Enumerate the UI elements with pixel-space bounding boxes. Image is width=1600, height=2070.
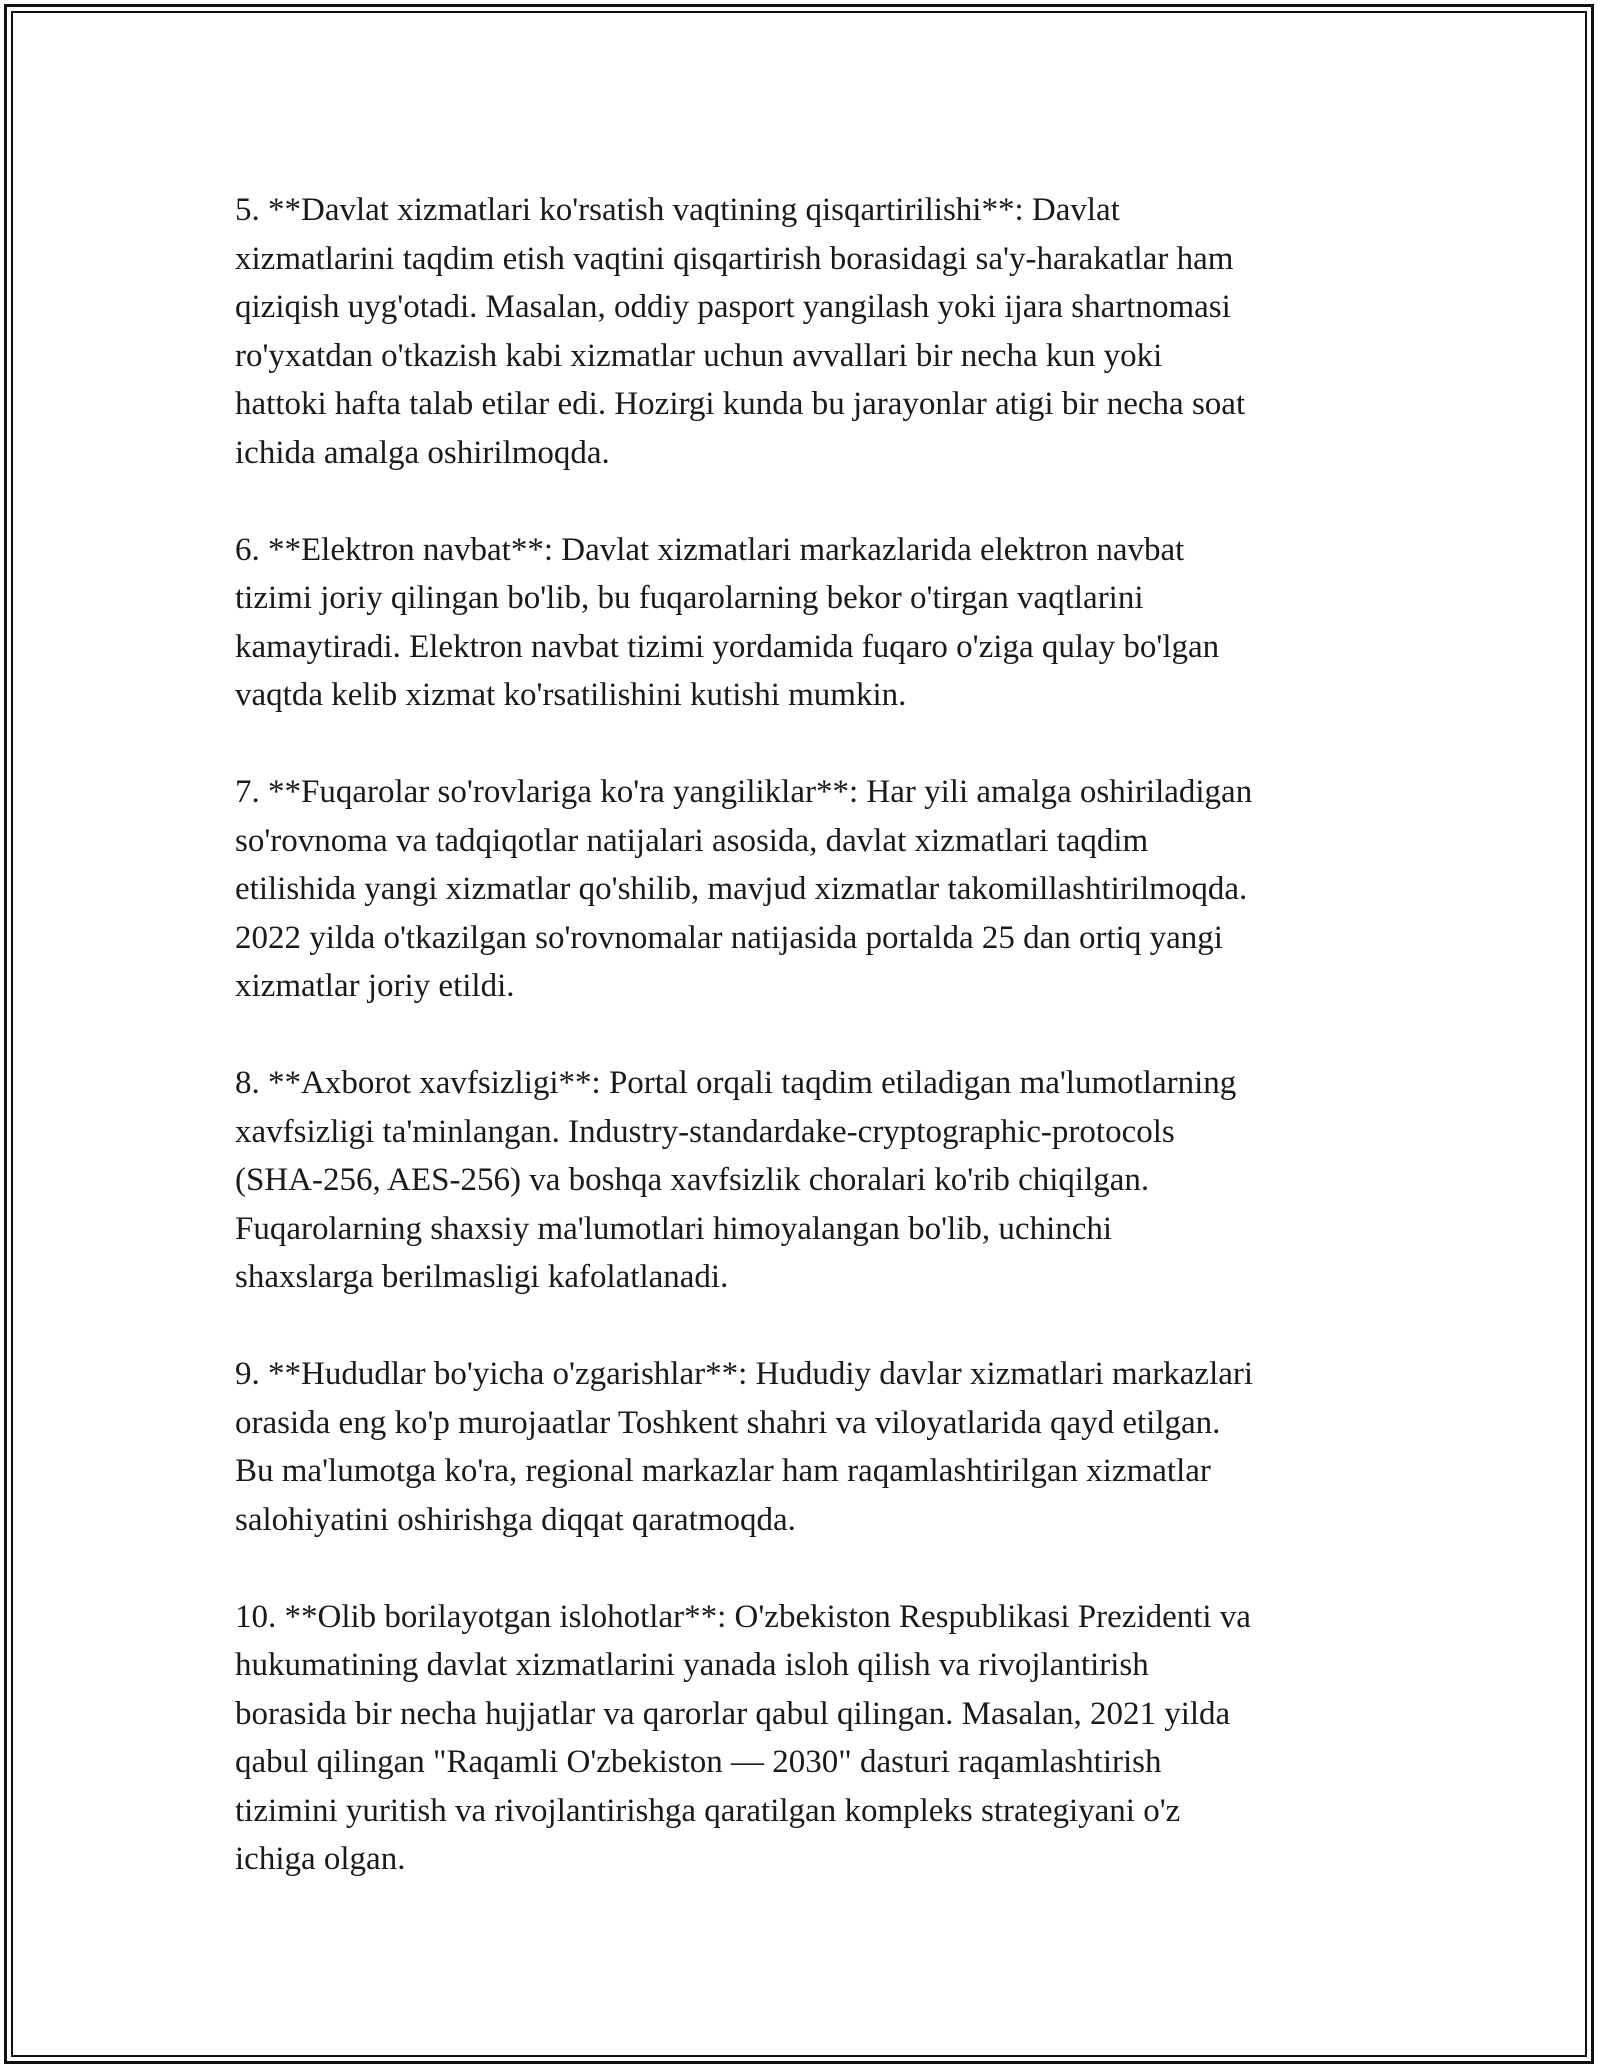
paragraph-7: [235, 768, 1385, 1011]
text-line: 8. **Axborot xavfsizligi**: Portal orqali taqdim etiladigan ma'lumotlarning: [235, 1065, 1237, 1101]
text-line: so'rovnoma va tadqiqotlar natijalari asosida, davlat xizmatlari taqdim: [235, 822, 1149, 859]
text-line: etilishida yangi xizmatlar qo'shilib, mavjud xizmatlar takomillashtirilmoqda.: [235, 871, 1248, 907]
text-line: 9. **Hududlar bo'yicha o'zgarishlar**: Hududiy davlar xizmatlari markazlari: [235, 1356, 1254, 1392]
text-line: ro'yxatdan o'tkazish kabi xizmatlar uchun avvallari bir necha kun yoki: [235, 337, 1163, 374]
paragraph-8: [235, 1059, 1385, 1302]
text-line: kamaytiradi. Elektron navbat tizimi yordamida fuqaro o'ziga qulay bo'lgan: [235, 628, 1220, 665]
text-line: Bu ma'lumotga ko'ra, regional markazlar ham raqamlashtirilgan xizmatlar: [235, 1453, 1211, 1489]
text-line: qiziqish uyg'otadi. Masalan, oddiy pasport yangilash yoki ijara shartnomasi: [235, 289, 1231, 325]
text-line: hukumatining davlat xizmatlarini yanada isloh qilish va rivojlantirish: [235, 1647, 1149, 1683]
text-line: xizmatlarini taqdim etish vaqtini qisqartirish borasidagi sa'y-harakatlar ham: [235, 240, 1234, 277]
text-line: vaqtda kelib xizmat ko'rsatilishini kutishi mumkin.: [235, 677, 907, 713]
text-line: borasida bir necha hujjatlar va qarorlar qabul qilingan. Masalan, 2021 yilda: [235, 1695, 1231, 1732]
paragraph-5: [235, 186, 1385, 477]
text-line: xavfsizligi ta'minlangan. Industry-standardake-cryptographic-protocols: [235, 1113, 1175, 1150]
text-line: (SHA-256, AES-256) va boshqa xavfsizlik choralari ko'rib chiqilgan.: [235, 1162, 1150, 1198]
document-body: [235, 186, 1385, 1932]
paragraph-9: [235, 1350, 1385, 1544]
paragraph-6: [235, 526, 1385, 720]
text-line: 6. **Elektron navbat**: Davlat xizmatlari markazlarida elektron navbat: [235, 531, 1185, 568]
text-line: Fuqarolarning shaxsiy ma'lumotlari himoyalangan bo'lib, uchinchi: [235, 1210, 1113, 1247]
text-line: shaxslarga berilmasligi kafolatlanadi.: [235, 1259, 729, 1295]
text-line: 7. **Fuqarolar so'rovlariga ko'ra yangiliklar**: Har yili amalga oshiriladigan: [235, 774, 1253, 810]
text-line: salohiyatini oshirishga diqqat qaratmoqda.: [235, 1501, 796, 1538]
text-line: hattoki hafta talab etilar edi. Hozirgi kunda bu jarayonlar atigi bir necha soat: [235, 386, 1246, 422]
text-line: qabul qilingan "Raqamli O'zbekiston — 2030" dasturi raqamlashtirish: [235, 1744, 1162, 1780]
text-line: ichiga olgan.: [235, 1841, 406, 1877]
text-line: 10. **Olib borilayotgan islohotlar**: O'zbekiston Respublikasi Prezidenti va: [235, 1598, 1251, 1635]
text-line: xizmatlar joriy etildi.: [235, 968, 515, 1004]
paragraph-10: [235, 1593, 1385, 1884]
text-line: 2022 yilda o'tkazilgan so'rovnomalar natijasida portalda 25 dan ortiq yangi: [235, 919, 1223, 956]
text-line: tizimi joriy qilingan bo'lib, bu fuqarolarning bekor o'tirgan vaqtlarini: [235, 580, 1144, 616]
text-line: orasida eng ko'p murojaatlar Toshkent shahri va viloyatlarida qayd etilgan.: [235, 1404, 1221, 1441]
text-line: tizimini yuritish va rivojlantirishga qaratilgan kompleks strategiyani o'z: [235, 1792, 1181, 1829]
text-line: ichida amalga oshirilmoqda.: [235, 434, 610, 471]
text-line: 5. **Davlat xizmatlari ko'rsatish vaqtining qisqartirilishi**: Davlat: [235, 192, 1120, 228]
